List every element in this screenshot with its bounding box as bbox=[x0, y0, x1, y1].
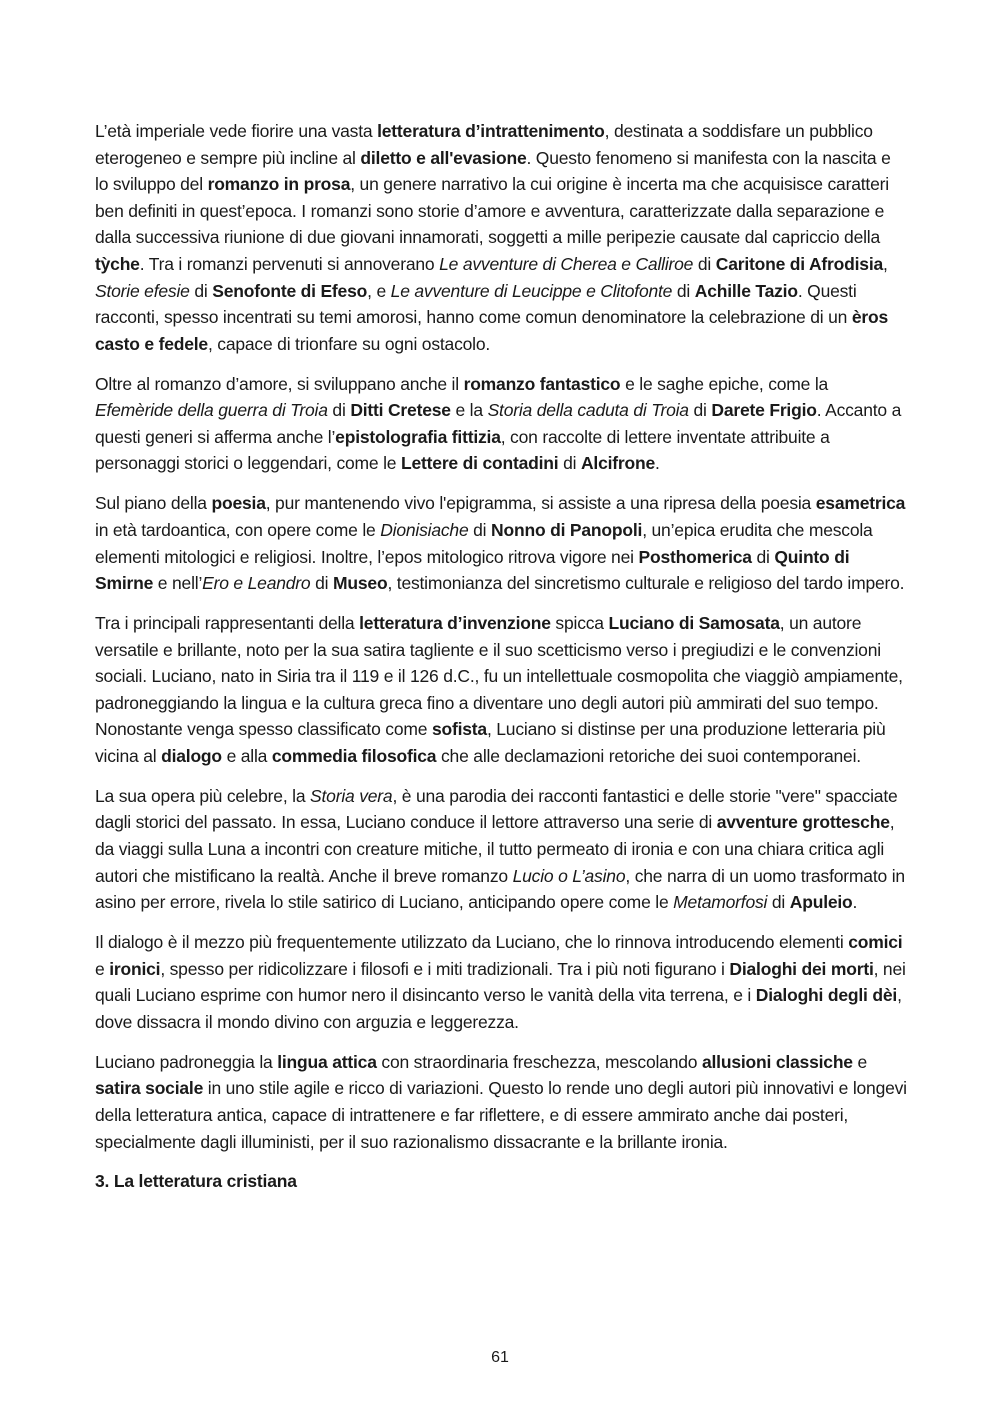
italic-title: Le avventure di Leucippe e Clitofonte bbox=[390, 280, 673, 301]
text-run: , e bbox=[367, 280, 391, 301]
text-run: e bbox=[852, 1051, 868, 1072]
text-run: di bbox=[672, 280, 695, 301]
text-run: Oltre al romanzo d’amore, si sviluppano anche il bbox=[95, 373, 464, 394]
text-run: . Questo fenomeno si manifesta con la nascita e lo sviluppo del bbox=[95, 147, 891, 195]
bold-term: diletto e all'evasione bbox=[360, 147, 527, 168]
bold-term: Nonno di Panopoli bbox=[491, 519, 643, 540]
text-run: in uno stile agile e ricco di variazioni. Questo lo rende uno degli autori più innovativi e longevi della letteratura antica, capace di intrattenere e far riflettere, e di essere ammirato anche dai posteri, specialmente dagli illuministi, per il suo razionalismo dissacrante e la brillante ironia. bbox=[95, 1078, 907, 1152]
text-run: , Luciano si distinse per una produzione letteraria più vicina al bbox=[95, 719, 886, 766]
bold-term: poesia bbox=[211, 493, 266, 514]
bold-term: tỳche bbox=[95, 253, 140, 274]
section-heading: 3. La letteratura cristiana bbox=[95, 1171, 297, 1192]
bold-term: allusioni classiche bbox=[701, 1051, 853, 1072]
italic-title: Storia della caduta di Troia bbox=[487, 400, 689, 421]
text-run: , un autore versatile e brillante, noto per la sua satira tagliente e il suo scetticismo verso i pregiudizi e le convenzioni sociali. Luciano, nato in Siria tra il 119 e il 126 d.C., fu un intellettuale cosmopolita che viaggiò ampiamente, padroneggiando la lingua e la cultura greca fino a diventare uno degli autori più ammirati del suo tempo. Nonostante venga spesso classificato come bbox=[95, 612, 903, 740]
paragraph-5 bbox=[95, 783, 907, 916]
bold-term: Ditti Cretese bbox=[350, 400, 451, 421]
text-run: , destinata a soddisfare un pubblico eterogeneo e sempre più incline al bbox=[95, 121, 873, 168]
text-run: La sua opera più celebre, la bbox=[95, 785, 311, 806]
text-run: Luciano padroneggia la bbox=[95, 1051, 278, 1072]
bold-term: Alcifrone bbox=[580, 453, 656, 474]
bold-term: Luciano di Samosata bbox=[608, 612, 780, 633]
text-run: e le saghe epiche, come la bbox=[620, 373, 829, 394]
italic-title: Ero e Leandro bbox=[202, 573, 311, 594]
text-run: . Accanto a questi generi si afferma anche l’ bbox=[95, 400, 902, 447]
text-run: con straordinaria freschezza, mescolando bbox=[376, 1051, 702, 1072]
italic-title: Dionisiache bbox=[380, 519, 469, 540]
text-run: di bbox=[189, 280, 213, 301]
bold-term: romanzo in prosa bbox=[207, 174, 351, 195]
text-run: spicca bbox=[550, 612, 609, 633]
bold-term: Dialoghi dei morti bbox=[729, 958, 874, 979]
text-run: di bbox=[693, 253, 716, 274]
text-run: Il dialogo è il mezzo più frequentemente utilizzato da Luciano, che lo rinnova introducendo elementi bbox=[95, 932, 849, 953]
text-run: , da viaggi sulla Luna a incontri con creature mitiche, il tutto permeato di ironia e con una chiara critica agli autori che mistificano la realtà. Anche il breve romanzo bbox=[95, 812, 895, 886]
bold-term: letteratura d’invenzione bbox=[359, 612, 551, 633]
italic-title: Lucio o L’asino bbox=[512, 865, 626, 886]
text-run: e bbox=[95, 958, 110, 979]
text-run: di bbox=[327, 400, 351, 421]
bold-term: Posthomerica bbox=[638, 546, 752, 567]
paragraph-6 bbox=[95, 929, 907, 1035]
text-run: , dove dissacra il mondo divino con arguzia e leggerezza. bbox=[95, 985, 902, 1032]
text-run: di bbox=[310, 573, 334, 594]
bold-term: epistolografia fittizia bbox=[335, 426, 501, 447]
text-run: e nell’ bbox=[153, 573, 203, 594]
text-run: che alle declamazioni retoriche dei suoi contemporanei. bbox=[436, 745, 861, 766]
text-run: , pur mantenendo vivo l'epigramma, si assiste a una ripresa della poesia bbox=[265, 493, 816, 514]
bold-term: Senofonte di Efeso bbox=[212, 280, 368, 301]
bold-term: Darete Frigio bbox=[711, 400, 817, 421]
text-run: in età tardoantica, con opere come le bbox=[95, 519, 381, 540]
paragraph-2 bbox=[95, 371, 907, 477]
text-run: , con raccolte di lettere inventate attribuite a personaggi storici o leggendari, come le bbox=[95, 426, 830, 474]
bold-term: lingua attica bbox=[277, 1051, 377, 1072]
paragraph-1 bbox=[95, 118, 907, 357]
bold-term: Caritone di Afrodisia bbox=[715, 253, 884, 274]
bold-term: satira sociale bbox=[95, 1078, 204, 1099]
bold-term: letteratura d’intrattenimento bbox=[377, 121, 605, 141]
page-body bbox=[95, 118, 907, 1195]
text-run: . bbox=[852, 892, 858, 913]
italic-title: Le avventure di Cherea e Calliroe bbox=[439, 253, 694, 274]
text-run: Sul piano della bbox=[95, 493, 212, 514]
text-run: , un’epica erudita che mescola elementi mitologici e religiosi. Inoltre, l’epos mitologico ritrova vigore nei bbox=[95, 519, 873, 567]
bold-term: Apuleio bbox=[789, 892, 853, 913]
text-run: di bbox=[751, 546, 775, 567]
text-run: Tra i principali rappresentanti della bbox=[95, 612, 360, 633]
bold-term: comici bbox=[848, 932, 903, 953]
text-run: di bbox=[688, 400, 712, 421]
text-run: , un genere narrativo la cui origine è incerta ma che acquisisce caratteri ben definiti in quest’epoca. I romanzi sono storie d’amore e avventura, caratterizzate dalla separazione e dalla successiva riunione di due giovani innamorati, soggetti a mille peripezie causate dal capriccio della bbox=[95, 174, 889, 248]
paragraph-4 bbox=[95, 610, 907, 770]
text-run: , che narra di un uomo trasformato in asino per errore, rivela lo stile satirico di Luciano, anticipando opere come le bbox=[95, 865, 905, 913]
text-run: , capace di trionfare su ogni ostacolo. bbox=[207, 333, 491, 354]
text-run: di bbox=[558, 453, 581, 474]
text-run: di bbox=[468, 519, 492, 540]
italic-title: Storia vera bbox=[310, 785, 393, 806]
bold-term: esametrica bbox=[815, 493, 906, 514]
bold-term: avventure grottesche bbox=[716, 812, 890, 833]
bold-term: Achille Tazio bbox=[694, 280, 798, 301]
bold-term: èros casto e fedele bbox=[95, 307, 889, 354]
text-run: , testimonianza del sincretismo culturale e religioso del tardo impero. bbox=[387, 573, 905, 594]
bold-term: ironici bbox=[109, 958, 161, 979]
bold-term: commedia filosofica bbox=[271, 745, 437, 766]
text-run: , nei quali Luciano esprime con humor nero il disincanto verso le vanità della vita terrena, e i bbox=[95, 958, 906, 1006]
text-run: , bbox=[883, 253, 888, 274]
page-number: 61 bbox=[491, 1349, 509, 1366]
text-run: di bbox=[767, 892, 790, 913]
text-run: . Questi racconti, spesso incentrati su temi amorosi, hanno come comun denominatore la celebrazione di un bbox=[95, 280, 857, 328]
italic-title: Metamorfosi bbox=[673, 892, 768, 913]
text-run: . bbox=[655, 453, 660, 474]
text-run: e la bbox=[450, 400, 488, 421]
text-run: e alla bbox=[221, 745, 272, 766]
bold-term: Museo bbox=[333, 573, 388, 594]
text-run: . Tra i romanzi pervenuti si annoverano bbox=[139, 253, 440, 274]
text-run: , è una parodia dei racconti fantastici e delle storie "vere" spacciate dagli storici del passato. In essa, Luciano conduce il lettore attraverso una serie di bbox=[95, 785, 898, 833]
bold-term: sofista bbox=[431, 719, 487, 740]
text-run: L’età imperiale vede fiorire una vasta bbox=[95, 121, 378, 141]
bold-term: dialogo bbox=[161, 745, 222, 766]
italic-title: Efemèride della guerra di Troia bbox=[95, 400, 328, 421]
text-run: , spesso per ridicolizzare i filosofi e i miti tradizionali. Tra i più noti figurano i bbox=[160, 958, 730, 979]
paragraph-3 bbox=[95, 490, 907, 596]
bold-term: Dialoghi degli dèi bbox=[755, 985, 898, 1006]
bold-term: romanzo fantastico bbox=[463, 373, 621, 394]
bold-term: Lettere di contadini bbox=[401, 453, 559, 474]
italic-title: Storie efesie bbox=[95, 280, 190, 301]
bold-term: Quinto di Smirne bbox=[95, 546, 850, 594]
paragraph-7 bbox=[95, 1049, 907, 1155]
